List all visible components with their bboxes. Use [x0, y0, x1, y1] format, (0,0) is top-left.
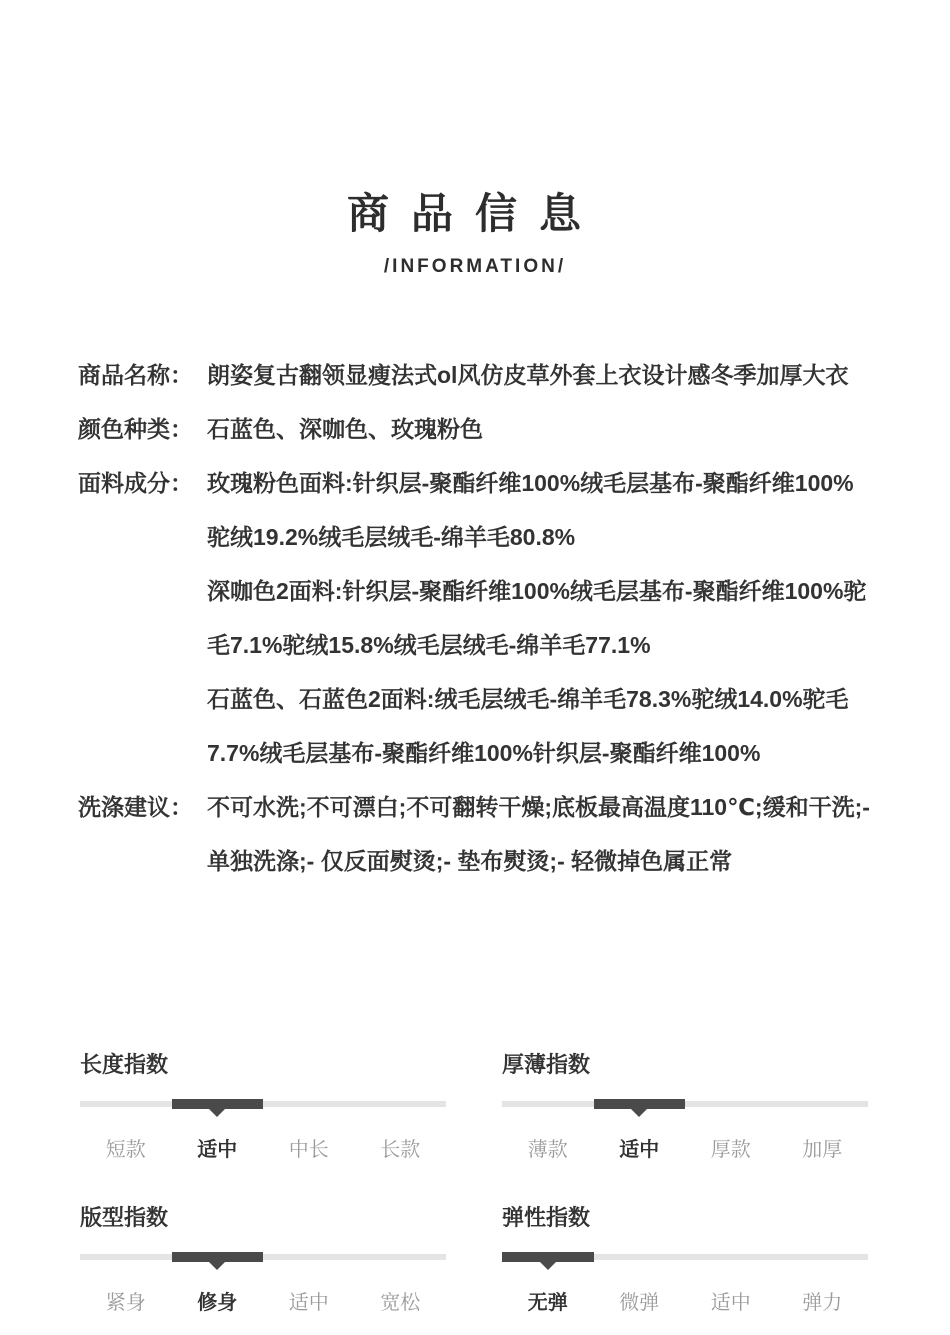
index-option: 中长 — [288, 1139, 329, 1161]
index-option: 微弹 — [619, 1292, 660, 1314]
detail-value-line: 不可水洗;不可漂白;不可翻转干燥;底板最高温度110℃;缓和干洗;- 单独洗涤;- 仅反面熨烫;- 垫布熨烫;- 轻微掉色属正常 — [207, 794, 870, 874]
detail-row-fabric-composition — [78, 456, 872, 780]
detail-value — [207, 780, 872, 888]
index-option: 短款 — [105, 1139, 146, 1161]
detail-value-line: 玫瑰粉色面料:针织层-聚酯纤维100%绒毛层基布-聚酯纤维100%驼绒19.2%绒毛层绒毛-绵羊毛80.8% — [207, 470, 854, 550]
detail-label: 洗涤建议： — [78, 794, 193, 820]
index-option: 宽松 — [380, 1292, 421, 1314]
page-title: 商品信息 — [346, 190, 603, 237]
length-index-widget — [80, 1050, 446, 1162]
index-option-labels — [502, 1133, 868, 1162]
slider-fill-marker — [172, 1252, 264, 1262]
index-option: 适中 — [288, 1292, 329, 1314]
index-option: 适中 — [619, 1139, 660, 1161]
index-title: 弹性指数 — [502, 1205, 591, 1230]
index-option: 修身 — [197, 1292, 238, 1314]
detail-value-line: 深咖色2面料:针织层-聚酯纤维100%绒毛层基布-聚酯纤维100%驼毛7.1%驼绒15.8%绒毛层绒毛-绵羊毛77.1% — [207, 578, 867, 658]
thickness-index-widget — [502, 1050, 868, 1162]
index-option-labels — [502, 1286, 868, 1315]
slider-fill-marker — [502, 1252, 594, 1262]
index-option: 适中 — [710, 1292, 751, 1314]
fit-index-widget — [80, 1203, 446, 1315]
slider-fill-marker — [172, 1099, 264, 1109]
index-option: 薄款 — [527, 1139, 568, 1161]
index-option-labels — [80, 1286, 446, 1315]
index-slider — [502, 1101, 868, 1107]
slider-fill-marker — [594, 1099, 686, 1109]
index-option: 弹力 — [802, 1292, 843, 1314]
index-widgets — [80, 1050, 868, 1315]
detail-value — [207, 456, 872, 780]
index-slider — [80, 1101, 446, 1107]
detail-row-product-name — [78, 348, 872, 402]
detail-value — [207, 348, 872, 402]
detail-row-washing-advice — [78, 780, 872, 888]
index-option: 加厚 — [802, 1139, 843, 1161]
index-title: 版型指数 — [80, 1205, 169, 1230]
detail-value-line: 石蓝色、深咖色、玫瑰粉色 — [207, 416, 483, 442]
index-slider — [80, 1254, 446, 1260]
detail-label: 颜色种类： — [78, 416, 193, 442]
detail-value-line: 石蓝色、石蓝色2面料:绒毛层绒毛-绵羊毛78.3%驼绒14.0%驼毛7.7%绒毛层基布-聚酯纤维100%针织层-聚酯纤维100% — [207, 686, 849, 766]
index-option: 厚款 — [710, 1139, 751, 1161]
section-header — [0, 190, 950, 278]
index-option-labels — [80, 1133, 446, 1162]
index-title: 厚薄指数 — [502, 1052, 591, 1077]
index-option: 长款 — [380, 1139, 421, 1161]
product-details — [78, 348, 872, 888]
index-option: 紧身 — [105, 1292, 146, 1314]
detail-label: 商品名称： — [78, 362, 193, 388]
detail-value-line: 朗姿复古翻领显瘦法式ol风仿皮草外套上衣设计感冬季加厚大衣 — [207, 362, 849, 388]
elasticity-index-widget — [502, 1203, 868, 1315]
page-subtitle: /INFORMATION/ — [383, 256, 567, 277]
detail-value — [207, 402, 872, 456]
index-option: 适中 — [197, 1139, 238, 1161]
index-slider — [502, 1254, 868, 1260]
index-option: 无弹 — [527, 1292, 568, 1314]
index-title: 长度指数 — [80, 1052, 169, 1077]
detail-label: 面料成分： — [78, 470, 193, 496]
detail-row-color-types — [78, 402, 872, 456]
